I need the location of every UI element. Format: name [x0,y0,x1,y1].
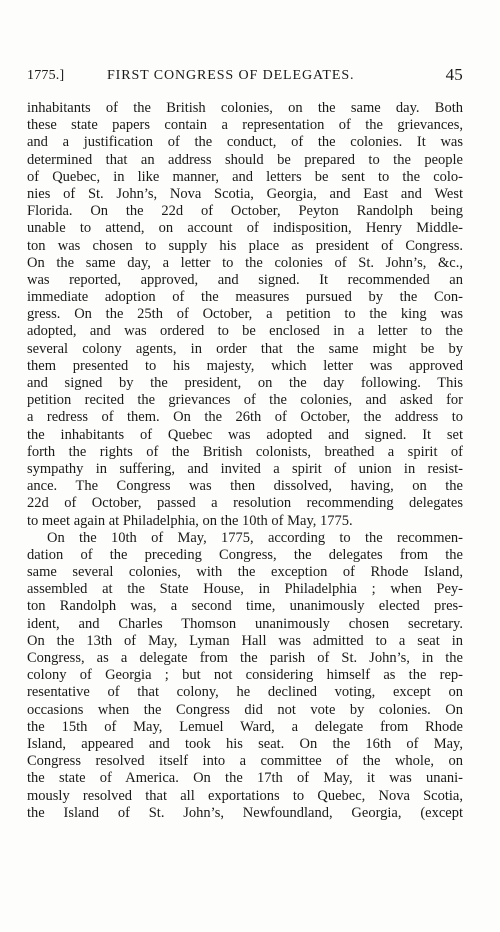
text-line: same several colonies, with the exception of Rhode Island, [27,564,463,581]
text-line: of Quebec, in like manner, and letters be sent to the colo- [27,168,463,185]
text-line: assembled at the State House, in Philadelphia ; when Pey- [27,581,463,598]
text-line: was reported, approved, and signed. It recommended an [27,271,463,288]
page-body-text [27,100,463,822]
text-line: forth the rights of the British colonists, breathed a spirit of [27,443,463,460]
text-line: Congress, as a delegate from the parish of St. John’s, in the [27,650,463,666]
text-line: the 15th of May, Lemuel Ward, a delegate from Rhode [27,718,463,735]
text-line: mously resolved that all exportations to Quebec, Nova Scotia, [27,787,463,804]
running-header [27,65,463,88]
header-year: 1775.] [27,68,65,83]
text-line: gress. On the 25th of October, a petition to the king was [27,306,463,323]
text-line: Island, appeared and took his seat. On the 16th of May, [27,735,463,752]
text-line: occasions when the Congress did not vote by colonies. On [27,701,463,718]
text-line: a redress of them. On the 26th of October, the address to [27,409,463,426]
text-line: ance. The Congress was then dissolved, having, on the [27,478,463,495]
text-line: determined that an address should be prepared to the people [27,151,463,168]
text-line: On the 13th of May, Lyman Hall was admitted to a seat in [27,632,463,649]
text-line: the state of America. On the 17th of May, it was unani- [27,770,463,787]
text-line: ident, and Charles Thomson unanimously chosen secretary. [27,615,463,632]
text-line: petition recited the grievances of the colonies, and asked for [27,392,463,409]
text-line: inhabitants of the British colonies, on the same day. Both [27,100,463,116]
text-line: Congress resolved itself into a committee of the whole, on [27,753,463,770]
text-line: Florida. On the 22d of October, Peyton Randolph being [27,203,463,220]
text-line: sympathy in suffering, and invited a spirit of union in resist- [27,460,463,477]
text-line: and a justification of the conduct, of the colonies. It was [27,134,463,151]
text-line: adopted, and was ordered to be enclosed in a letter to the [27,323,463,340]
paragraph-end-line: to meet again at Philadelphia, on the 10th of May, 1775. [27,512,353,529]
paragraph-start-line: On the 10th of May, 1775, according to the recommen- [47,529,463,546]
text-line: them presented to his majesty, which letter was approved [27,357,463,374]
text-line: ton Randolph was, a second time, unanimously elected pres- [27,598,463,615]
text-line: nies of St. John’s, Nova Scotia, Georgia, and East and West [27,185,463,202]
text-line: ton was chosen to supply his place as president of Congress. [27,237,463,254]
text-line: On the same day, a letter to the colonies of St. John’s, &c., [27,254,463,271]
text-line: 22d of October, passed a resolution recommending delegates [27,495,463,512]
text-line: immediate adoption of the measures pursued by the Con- [27,289,463,306]
text-line: the Island of St. John’s, Newfoundland, Georgia, (except [27,804,463,821]
text-line: and signed by the president, on the day following. This [27,375,463,391]
text-line: dation of the preceding Congress, the delegates from the [27,546,463,563]
page-number: 45 [445,65,463,84]
text-line: resentative of that colony, he declined voting, except on [27,684,463,701]
header-title: FIRST CONGRESS OF DELEGATES. [107,68,355,83]
text-line: colony of Georgia ; but not considering himself as the rep- [27,667,463,684]
text-line: unable to attend, on account of indisposition, Henry Middle- [27,220,463,237]
text-line: these state papers contain a representation of the grievances, [27,117,463,134]
text-line: the inhabitants of Quebec was adopted and signed. It set [27,426,463,443]
text-line: several colony agents, in order that the same might be by [27,340,463,357]
